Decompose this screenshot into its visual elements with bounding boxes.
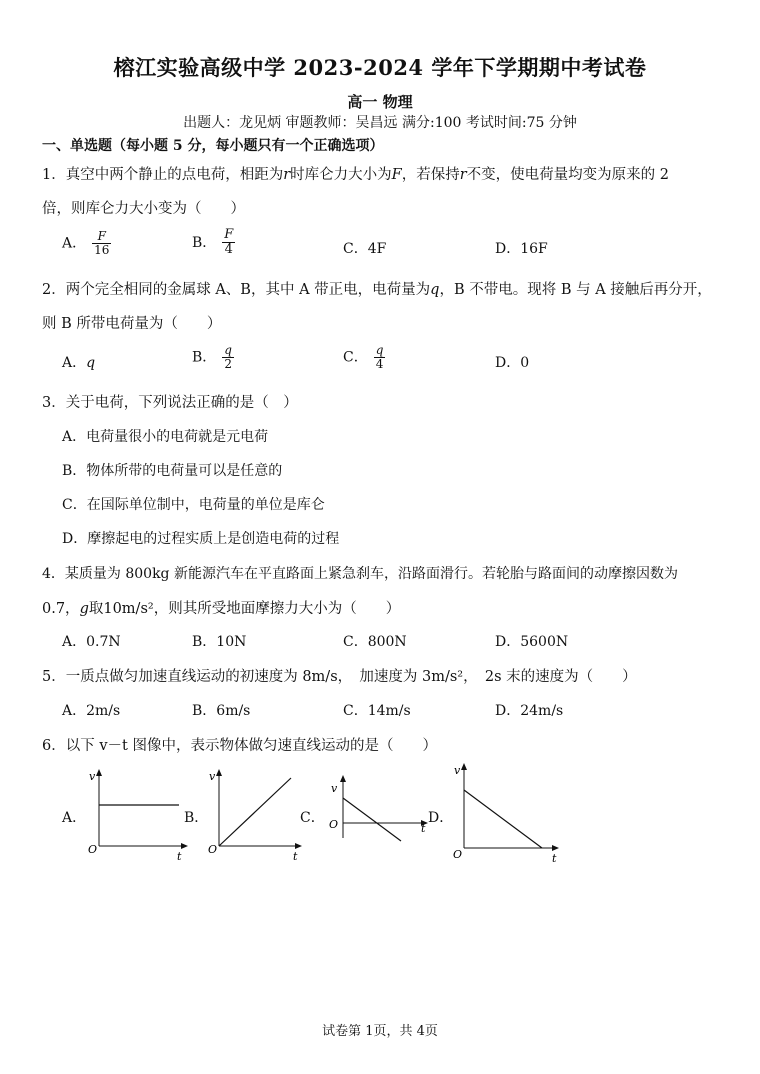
q2-option-d: D．0 xyxy=(495,355,530,371)
q1-option-d: D．16F xyxy=(495,241,548,257)
q5-stem: 5．一质点做匀加速直线运动的初速度为 8m/s， 加速度为 3m/s²， 2s 末的速度为（ ） xyxy=(42,669,637,685)
q4-option-a: A．0.7N xyxy=(62,634,121,650)
origin-label: O xyxy=(329,818,339,831)
q6-option-b: B． xyxy=(184,810,209,826)
q3-option-b: B．物体所带的电荷量可以是任意的 xyxy=(62,463,283,479)
q3-option-d: D．摩擦起电的过程实质上是创造电荷的过程 xyxy=(62,531,340,547)
q4-line2: 0.7，g取10m/s²，则其所受地面摩擦力大小为（ ） xyxy=(42,601,401,617)
q3-option-a: A．电荷量很小的电荷就是元电荷 xyxy=(62,429,269,445)
q1-option-c: C．4F xyxy=(343,241,387,257)
q3-stem: 3．关于电荷，下列说法正确的是（ ） xyxy=(42,395,298,411)
q2-option-b: B． $\frac{q}{2}$ xyxy=(192,343,232,372)
origin-label: O xyxy=(453,848,463,861)
axis-v-label: v xyxy=(454,764,461,777)
exam-subtitle: 高一 物理 xyxy=(347,93,413,111)
q5-option-a: A．2m/s xyxy=(62,703,121,719)
axis-v-label: v xyxy=(331,782,338,795)
exam-meta: 出题人：龙见炳 审题教师：吴昌远 满分:100 考试时间:75 分钟 xyxy=(183,115,577,131)
q2-option-c: C． $\frac{q}{4}$ xyxy=(343,343,384,372)
q1-option-a: A． $\frac{F}{16}$ xyxy=(62,229,110,258)
q2-line2: 则 B 所带电荷量为（ ） xyxy=(42,316,222,332)
q5-option-b: B．6m/s xyxy=(192,703,251,719)
exam-title: 榕江实验高级中学 2023-2024 学年下学期期中考试卷 xyxy=(113,55,647,80)
axis-v-label: v xyxy=(89,770,96,783)
q6-option-d: D． xyxy=(428,810,454,826)
q5-option-d: D．24m/s xyxy=(495,703,564,719)
axis-t-label: t xyxy=(552,852,557,864)
q2-option-a: A．q xyxy=(62,355,96,371)
q6-graph-a xyxy=(85,768,190,863)
q4-option-d: D．5600N xyxy=(495,634,569,650)
q4-option-c: C．800N xyxy=(343,634,407,650)
q6-graph-c xyxy=(323,772,435,852)
origin-label: O xyxy=(208,843,218,856)
q1-line1: 1．真空中两个静止的点电荷，相距为r时库仑力大小为F，若保持r不变，使电荷量均变为原来的 2 xyxy=(42,167,670,183)
q2-line1: 2．两个完全相同的金属球 A、B，其中 A 带正电，电荷量为q，B 不带电。现将 B 与 A 接触后再分开， xyxy=(42,282,712,298)
q1-option-b: B． $\frac{F}{4}$ xyxy=(192,227,234,258)
q1-line2: 倍，则库仑力大小变为（ ） xyxy=(42,201,245,217)
q6-stem: 6．以下 v－t 图像中，表示物体做匀速直线运动的是（ ） xyxy=(42,738,437,754)
q4-option-b: B．10N xyxy=(192,634,247,650)
q6-graph-b xyxy=(205,768,305,863)
axis-t-label: t xyxy=(293,850,298,863)
q6-option-c: C． xyxy=(300,810,325,826)
q4-line1: 4．某质量为 800kg 新能源汽车在平直路面上紧急刹车，沿路面滑行。若轮胎与路面间的动摩擦因数为 xyxy=(42,566,678,582)
page-footer: 试卷第 1页，共 4页 xyxy=(322,1024,438,1039)
section-heading: 一、单选题（每小题 5 分，每小题只有一个正确选项） xyxy=(42,138,384,154)
q3-option-c: C．在国际单位制中，电荷量的单位是库仑 xyxy=(62,497,325,513)
q5-option-c: C．14m/s xyxy=(343,703,411,719)
q6-graph-d xyxy=(450,762,565,864)
axis-t-label: t xyxy=(177,850,182,863)
axis-v-label: v xyxy=(209,770,216,783)
q6-option-a: A． xyxy=(62,810,87,826)
axis-t-label: t xyxy=(421,822,426,835)
origin-label: O xyxy=(88,843,98,856)
